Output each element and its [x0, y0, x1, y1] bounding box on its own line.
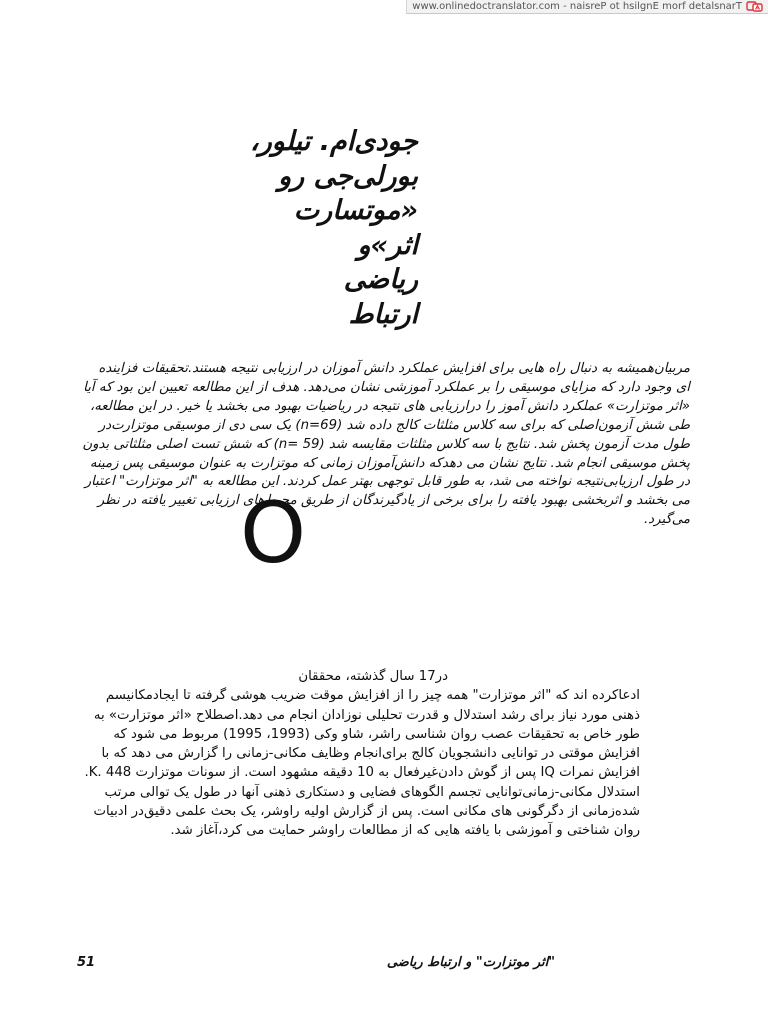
body-intro: در17 سال گذشته، محققان [298, 669, 448, 684]
title-line: جودی‌ام. تیلور، [250, 126, 418, 157]
article-title [180, 125, 418, 332]
title-line: اثر»و [357, 229, 418, 261]
body-paragraph [74, 667, 640, 841]
title-line: ریاضی [343, 264, 418, 295]
translator-watermark [406, 0, 768, 14]
title-line: «موتسارت [293, 195, 418, 226]
body-rest: ادعاکرده اند که "اثر موتزارت" همه چیز را از افزایش موقت ضریب هوشی گرفته تا ایجادمکانیسم ذهنی مورد نیاز برای رشد استدلال و قدرت تحلیلی نوزادان انجام می دهد.اصطلاح «اثر موتزارت» به طور خاص به تحقیقات عصب روان شناسی راشر، شاو وکی (1993، 1995) مربوط می شود که افزایش موقتی در توانایی دانشجویان کالج برای‌انجام وظایف مکانی-زمانی را گزارش می دهد که با افزایش نمرات IQ پس از گوش دادن‌غیرفعال به 10 دقیقه مشهود است. از سونات موتزارت K. 448. استدلال مکانی-زمانی‌توانایی تجسم الگوهای فضایی و دستکاری ذهنی آنها در طول یک توالی مرتب شده‌زمانی از دگرگونی های مکانی است. پس از گزارش اولیه راوشر، یک بحث علمی دقیق‌در ادبیات روان شناختی و آموزشی با یافته هایی که از مطالعات راوشر حمایت می کرد،آغاز شد. [84, 688, 640, 839]
page-number: 51 [77, 955, 96, 970]
title-line: ارتباط [348, 298, 418, 330]
translator-logo-icon [746, 1, 764, 12]
article-abstract: مربیان‌همیشه به دنبال راه هایی برای افزایش عملکرد دانش آموزان در ارزیابی نتیجه هستند.تحقیقات فزاینده ای وجود دارد که مزایای موسیقی را بر عملکرد آموزشی نشان می‌دهد. هدف از این مطالعه تعیین این بود که آیا «اثر موتزارت» عملکرد دانش آموز را درارزیابی های نتیجه در ریاضیات بهبود می بخشد یا خیر. در این مطالعه، طی شش آزمون‌اصلی که برای سه کلاس مثلثات کالج داده شد (n=69) یک سی دی از موسیقی موتزارت‌در طول مدت آزمون پخش شد. نتایج با سه کلاس مثلثات مقایسه شد (n= 59) که شش تست اصلی مثلثاتی بدون پخش موسیقی انجام شد. نتایج نشان می دهدکه دانش‌آموزان زمانی که موتزارت به عنوان موسیقی پس زمینه در طول ارزیابی‌نتیجه نواخته می شد، به طور قابل توجهی بهتر عمل کردند. این مطالعه به "اثر موتزارت" اعتبار می بخشد و اثربخشی بهبود یافته را برای برخی از یادگیرندگان از طریق محیط‌های ارزیابی تغییر یافته در نظر می‌گیرد. [82, 361, 690, 528]
title-line: بورلی‌جی رو [278, 160, 418, 192]
running-title: "اثر موتزارت" و ارتباط ریاضی [386, 955, 555, 970]
watermark-text: www.onlinedoctranslator.com - naisreP ot hsilgnE morf detalsnarT [412, 1, 742, 12]
drop-letter: O [240, 484, 307, 582]
